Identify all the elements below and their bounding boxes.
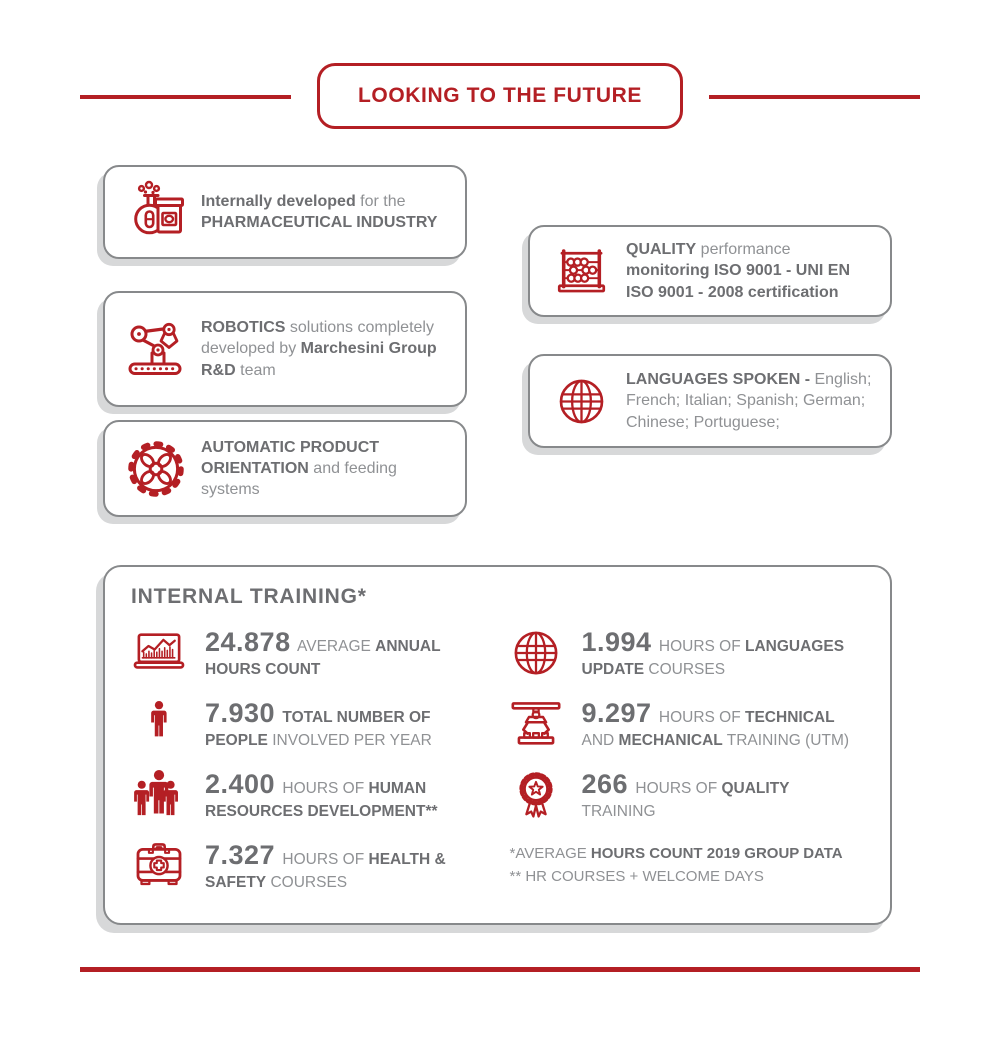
footnote-line-1: *AVERAGE HOURS COUNT 2019 GROUP DATA: [509, 845, 843, 862]
globe-icon: [542, 373, 620, 430]
footnote-line-2: ** HR COURSES + WELCOME DAYS: [509, 867, 764, 885]
stat-value: 9.297: [581, 697, 652, 728]
stat-technical-mechanical: [506, 688, 873, 759]
stat-people: [129, 688, 496, 759]
header-divider-right: [709, 95, 920, 99]
quality-medal-icon: [506, 767, 566, 823]
header-box: [317, 63, 683, 129]
stat-quality-training: [506, 759, 873, 830]
feature-box-pharma: [103, 165, 467, 259]
stat-value: 2.400: [205, 768, 276, 799]
internal-training-panel: [103, 565, 892, 925]
feature-box-robotics: [103, 291, 467, 407]
stat-value: 1.994: [581, 626, 652, 657]
globe-icon: [506, 625, 566, 681]
feature-text-quality: QUALITY performance monitoring ISO 9001 - UNI EN ISO 9001 - 2008 certification: [626, 241, 851, 301]
feature-text-robotics: ROBOTICS solutions completely developed by Marchesini Group R&D team: [201, 319, 437, 379]
pharmaceutical-flask-icon: [117, 180, 195, 244]
gripper-machine-icon: [506, 696, 566, 752]
laptop-chart-icon: [129, 625, 189, 681]
stat-annual-hours: [129, 617, 496, 688]
first-aid-kit-icon: [129, 838, 189, 894]
stat-label: HOURS OF LANGUAGES UPDATE COURSES: [581, 637, 845, 678]
stat-value: 266: [581, 768, 629, 799]
stat-languages-update: [506, 617, 873, 688]
feature-text-orientation: AUTOMATIC PRODUCT ORIENTATION and feeding systems: [201, 438, 397, 499]
training-stats-grid: [129, 617, 872, 901]
person-icon: [129, 696, 189, 752]
robot-arm-icon: [117, 317, 195, 381]
stat-label: HOURS OF HEALTH & SAFETY COURSES: [205, 850, 446, 891]
stat-value: 24.878: [205, 626, 291, 657]
stat-value: 7.327: [205, 839, 276, 870]
stat-hr-development: [129, 759, 496, 830]
stat-label: TOTAL NUMBER OF PEOPLE INVOLVED PER YEAR: [205, 708, 432, 749]
feature-box-quality: [528, 225, 892, 317]
feature-text-pharma: Internally developed for the PHARMACEUTICAL INDUSTRY: [201, 192, 438, 231]
stat-label: AVERAGE ANNUAL HOURS COUNT: [205, 637, 441, 678]
internal-training-title: INTERNAL TRAINING*: [131, 585, 367, 608]
gear-icon: [117, 437, 195, 501]
stat-value: 7.930: [205, 697, 276, 728]
feature-box-orientation: [103, 420, 467, 517]
footnotes: [506, 830, 873, 901]
people-group-icon: [129, 767, 189, 823]
header-divider-left: [80, 95, 291, 99]
stat-label: HOURS OF TECHNICAL AND MECHANICAL TRAINING (UTM): [581, 708, 850, 749]
abacus-icon: [542, 243, 620, 300]
page-title: LOOKING TO THE FUTURE: [357, 84, 643, 107]
stat-health-safety: [129, 830, 496, 901]
bottom-divider: [80, 967, 920, 972]
stat-label: HOURS OF QUALITY TRAINING: [581, 779, 790, 820]
feature-text-languages: LANGUAGES SPOKEN - English; French; Italian; Spanish; German; Chinese; Portuguese;: [626, 371, 872, 431]
stat-label: HOURS OF HUMAN RESOURCES DEVELOPMENT**: [205, 779, 438, 820]
feature-box-languages: [528, 354, 892, 448]
